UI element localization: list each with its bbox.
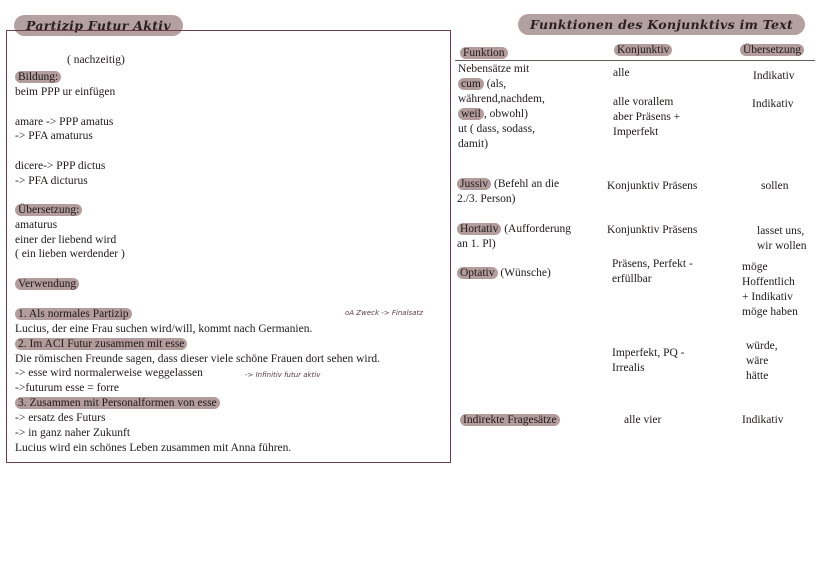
example-amare-2: -> PFA amaturus <box>15 130 93 142</box>
row-irrealis-konjunktiv: Imperfekt, PQ - Irrealis <box>612 347 685 374</box>
row-jussiv-funktion: Jussiv (Befehl an die 2./3. Person) <box>457 178 560 205</box>
row-nebensaetze-uebersetzung-1: Indikativ <box>753 70 795 82</box>
uebersetzung-heading: Übersetzung: <box>15 203 82 217</box>
header-konjunktiv: Konjunktiv <box>614 43 672 58</box>
header-funktion: Funktion <box>460 46 508 61</box>
verwendung-2-text: Die römischen Freunde sagen, dass dieser viele schöne Frauen dort sehen wird. <box>15 353 381 365</box>
example-dicere-2: -> PFA dicturus <box>15 175 88 187</box>
bildung-line: beim PPP ur einfügen <box>15 86 116 98</box>
verwendung-3-heading: 3. Zusammen mit Personalformen von esse <box>15 396 220 410</box>
row-fragesaetze-konjunktiv: alle vier <box>624 414 662 426</box>
left-title: Partizip Futur Aktiv <box>14 15 183 36</box>
verwendung-1-text: Lucius, der eine Frau suchen wird/will, kommt nach Germanien. <box>15 323 313 335</box>
header-divider <box>455 60 815 61</box>
row-jussiv-uebersetzung: sollen <box>761 180 789 192</box>
verwendung-1-heading: 1. Als normales Partizip <box>15 307 132 321</box>
row-irrealis-uebersetzung: würde, wäre hätte <box>746 340 778 382</box>
verwendung-heading: Verwendung <box>15 277 79 291</box>
row-jussiv-konjunktiv: Konjunktiv Präsens <box>607 180 698 192</box>
example-amare-1: amare -> PPP amatus <box>15 116 114 128</box>
bildung-heading: Bildung: <box>15 70 61 84</box>
verwendung-2-a: -> esse wird normalerweise weggelassen <box>15 367 203 379</box>
row-hortativ-funktion: Hortativ (Aufforderung an 1. Pl) <box>457 223 572 250</box>
row-fragesaetze-funktion: Indirekte Fragesätze <box>460 413 560 428</box>
row-nebensaetze-funktion: Nebensätze mit cum (als, während,nachdem, weil , obwohl) ut ( dass, sodass, damit) <box>458 63 545 150</box>
verwendung-3-b: -> in ganz naher Zukunft <box>15 427 131 439</box>
verwendung-2-b: ->futurum esse = forre <box>15 382 119 394</box>
verwendung-2-heading: 2. Im ACI Futur zusammen mit esse <box>15 337 187 351</box>
uebersetzung-line-2: einer der liebend wird <box>15 234 117 246</box>
row-fragesaetze-uebersetzung: Indikativ <box>742 414 784 426</box>
row-nebensaetze-konjunktiv-2: alle vorallem aber Präsens + Imperfekt <box>613 96 681 138</box>
header-uebersetzung: Übersetzung <box>740 43 804 58</box>
verwendung-3-a: -> ersatz des Futurs <box>15 412 106 424</box>
uebersetzung-line-1: amaturus <box>15 219 58 231</box>
verwendung-3-c: Lucius wird ein schönes Leben zusammen mit Anna führen. <box>15 442 292 454</box>
example-dicere-1: dicere-> PPP dictus <box>15 160 106 172</box>
row-nebensaetze-uebersetzung-2: Indikativ <box>752 98 794 110</box>
row-nebensaetze-konjunktiv-1: alle <box>613 67 630 79</box>
row-optativ-konjunktiv: Präsens, Perfekt - erfüllbar <box>612 258 693 285</box>
row-hortativ-konjunktiv: Konjunktiv Präsens <box>607 224 698 236</box>
handwritten-note-infinitiv: -> Infinitiv futur aktiv <box>245 371 321 379</box>
subtitle: ( nachzeitig) <box>67 54 125 66</box>
row-optativ-funktion: Optativ (Wünsche) <box>457 266 551 281</box>
uebersetzung-line-3: ( ein lieben werdender ) <box>15 248 125 260</box>
right-title: Funktionen des Konjunktivs im Text <box>518 14 805 35</box>
handwritten-note-finalsatz: oA Zweck -> Finalsatz <box>345 309 423 317</box>
row-hortativ-uebersetzung: lasset uns, wir wollen <box>757 225 807 252</box>
row-optativ-uebersetzung: möge Hoffentlich + Indikativ möge haben <box>742 261 798 318</box>
